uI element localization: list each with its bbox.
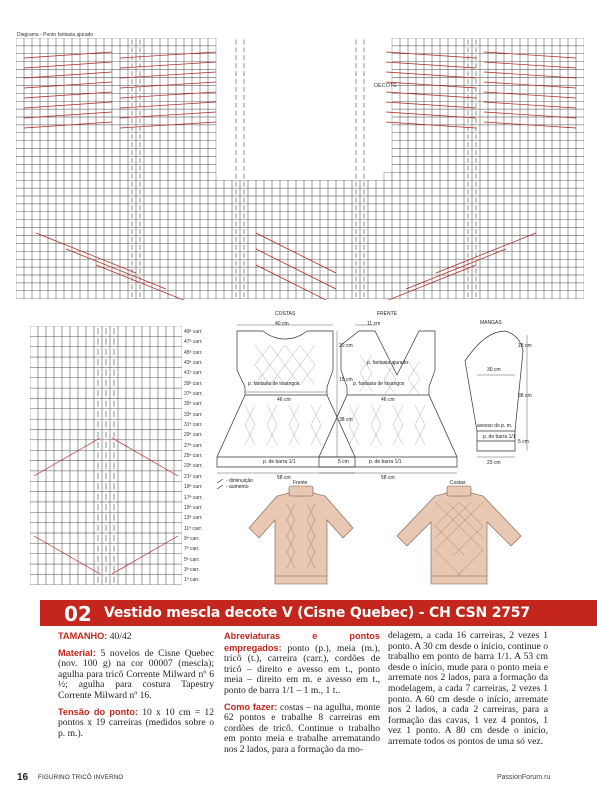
row-label: 29ª carr. [184, 432, 203, 439]
legend-decrease: - diminuição [226, 478, 253, 484]
back-height-2: 15 cm [339, 377, 353, 383]
pattern-title-band [40, 600, 597, 626]
diamond-stitch-chart [30, 326, 182, 586]
front-width-bottom: 58 cm [381, 475, 395, 481]
sleeve-band-reverse: avesso do p. m. [477, 423, 513, 429]
legend-increase: - aumento [226, 484, 249, 490]
row-label: 15ª carr. [184, 504, 203, 511]
front-band-ajurado: p. fantasia ajurado [367, 360, 409, 366]
abbreviations-text: ponto (p.), meia (m.), tricô (t.), carreira (carr.), cordões de tricô – direito e avesso em t., ponto meia – direito em m. e avesso em t., ponto de barra 1/1 – 1 m., 1 t.. [224, 642, 380, 696]
sleeve-band-rib: p. de barra 1/1 [483, 434, 516, 440]
front-band-losangos: p. fantasia de losangos [353, 381, 405, 387]
material-text: 5 novelos de Cisne Quebec (nov. 100 g) na cor 00007 (mescla); agulha para tricô Corrente Milward nº 6 ½; agulha para costura Tapestry Corrente Milward nº 16. [58, 647, 214, 701]
front-title: FRENTE [377, 311, 397, 317]
instructions-column-3 [388, 631, 548, 753]
row-label: 11ª carr. [184, 525, 203, 532]
size-value: 40/42 [107, 631, 132, 642]
back-height-4: 5 cm [338, 459, 349, 465]
instructions-column-2 [224, 631, 380, 761]
lace-stitch-chart [16, 38, 584, 300]
back-width-bottom: 58 cm [277, 475, 291, 481]
illustration-front-label: Frente [293, 480, 308, 486]
front-width-mid: 46 cm [381, 397, 395, 403]
row-label: 49ª carr. [184, 329, 203, 335]
back-band-rib: p. de barra 1/1 [263, 459, 296, 465]
back-width-top: 40 cm [275, 321, 289, 327]
garment-schematics [215, 305, 535, 495]
front-sweater-drawing [249, 486, 353, 584]
row-label: 43ª carr. [184, 360, 203, 367]
row-label: 41ª carr. [184, 370, 203, 377]
sweater-illustrations [225, 480, 545, 590]
row-label: 47ª carr. [184, 339, 203, 346]
abbreviations-label: Abreviaturas e pontos empregados: [224, 631, 380, 653]
back-width-mid: 46 cm [277, 397, 291, 403]
row-label: 37ª carr. [184, 391, 203, 398]
pattern-number: 02 [64, 602, 92, 626]
row-label: 27ª carr. [184, 442, 203, 449]
front-band-rib: p. de barra 1/1 [369, 459, 402, 465]
size-label: TAMANHO: [58, 631, 108, 641]
material-label: Material: [58, 647, 96, 658]
sleeve-schematic-outline [465, 331, 523, 451]
schematic-drawings [215, 305, 535, 495]
pattern-title: Vestido mescla decote V (Cisne Quebec) - CH CSN 2757 [104, 605, 530, 621]
garment-illustrations [225, 480, 545, 590]
row-label: 17ª carr. [184, 494, 203, 501]
how-to-text: costas – na agulha, monte 62 pontos e trabalhe 8 carreiras em cordões de tricô. Continue o trabalho em ponto meia e trabalhe arrematando nos 2 lados, para a formação da mo- [224, 701, 380, 755]
row-label: 7ª carr. [184, 546, 200, 553]
sleeve-height-3: 5 cm [518, 439, 529, 445]
sleeve-title: MANGAS [480, 320, 502, 326]
sleeve-width-top: 30 cm [487, 367, 501, 373]
instructions-column-1 [58, 631, 214, 744]
neckline-label: DECOTE [374, 83, 397, 89]
sleeve-height-1: 18 cm [518, 343, 532, 349]
how-to-label: Como fazer: [224, 701, 278, 712]
tension-label: Tensão do ponto: [58, 706, 139, 717]
row-label: 5ª carr. [184, 556, 200, 563]
continued-text: delagem, a cada 16 carreiras, 2 vezes 1 ponto. A 30 cm desde o início, continue o trabalho em ponto de barra 1/1. A 53 cm desde o início, mude para o ponto meia e arremate nos 2 lados, para a formação da modelagem, a cada 7 carreiras, 2 vezes 1 ponto. A 60 cm desde o início, arremate nos 2 lados, a cada 2 carreiras, para a formação das cavas, 1 vez 4 pontos, 1 vez 1 ponto. A 80 cm desde o início, arremate todos os pontos de uma só vez. [388, 630, 548, 747]
back-sweater-drawing [397, 486, 521, 584]
row-label: 33ª carr. [184, 411, 203, 418]
row-label: 9ª carr. [184, 535, 200, 542]
row-label: 23ª carr. [184, 463, 203, 470]
row-label: 13ª carr. [184, 515, 203, 522]
back-band-losangos: p. fantasia de losangos [248, 381, 300, 387]
back-height-3: 38 cm [339, 417, 353, 423]
back-height-1: 20 cm [339, 343, 353, 349]
row-label: 19ª carr. [184, 484, 203, 491]
top-chart-title: Diagrama - Ponto fantasia ajurado [17, 32, 94, 38]
page-number: 16 [17, 772, 29, 783]
row-label: 35ª carr. [184, 401, 203, 408]
row-label: 31ª carr. [184, 422, 203, 429]
row-label: 25ª carr. [184, 453, 203, 460]
tension-text: 10 x 10 cm = 12 pontos x 19 carreiras (medidos sobre o p. m.). [58, 706, 214, 739]
front-neck-width: 11 cm [367, 321, 381, 327]
magazine-name: FIGURINO TRICÔ INVERNO [38, 774, 124, 781]
row-label: 1ª carr. [184, 577, 200, 584]
row-label: 3ª carr. [184, 566, 200, 573]
row-label: 21ª carr. [184, 473, 203, 480]
back-title: COSTAS [275, 311, 296, 317]
illustration-back-label: Costas [450, 480, 466, 486]
sleeve-height-2: 38 cm [518, 393, 532, 399]
row-label: 39ª carr. [184, 380, 203, 387]
row-label: 45ª carr. [184, 349, 203, 356]
site-watermark: PassionForum.ru [497, 774, 551, 781]
sleeve-width-bottom: 23 cm [487, 460, 501, 466]
